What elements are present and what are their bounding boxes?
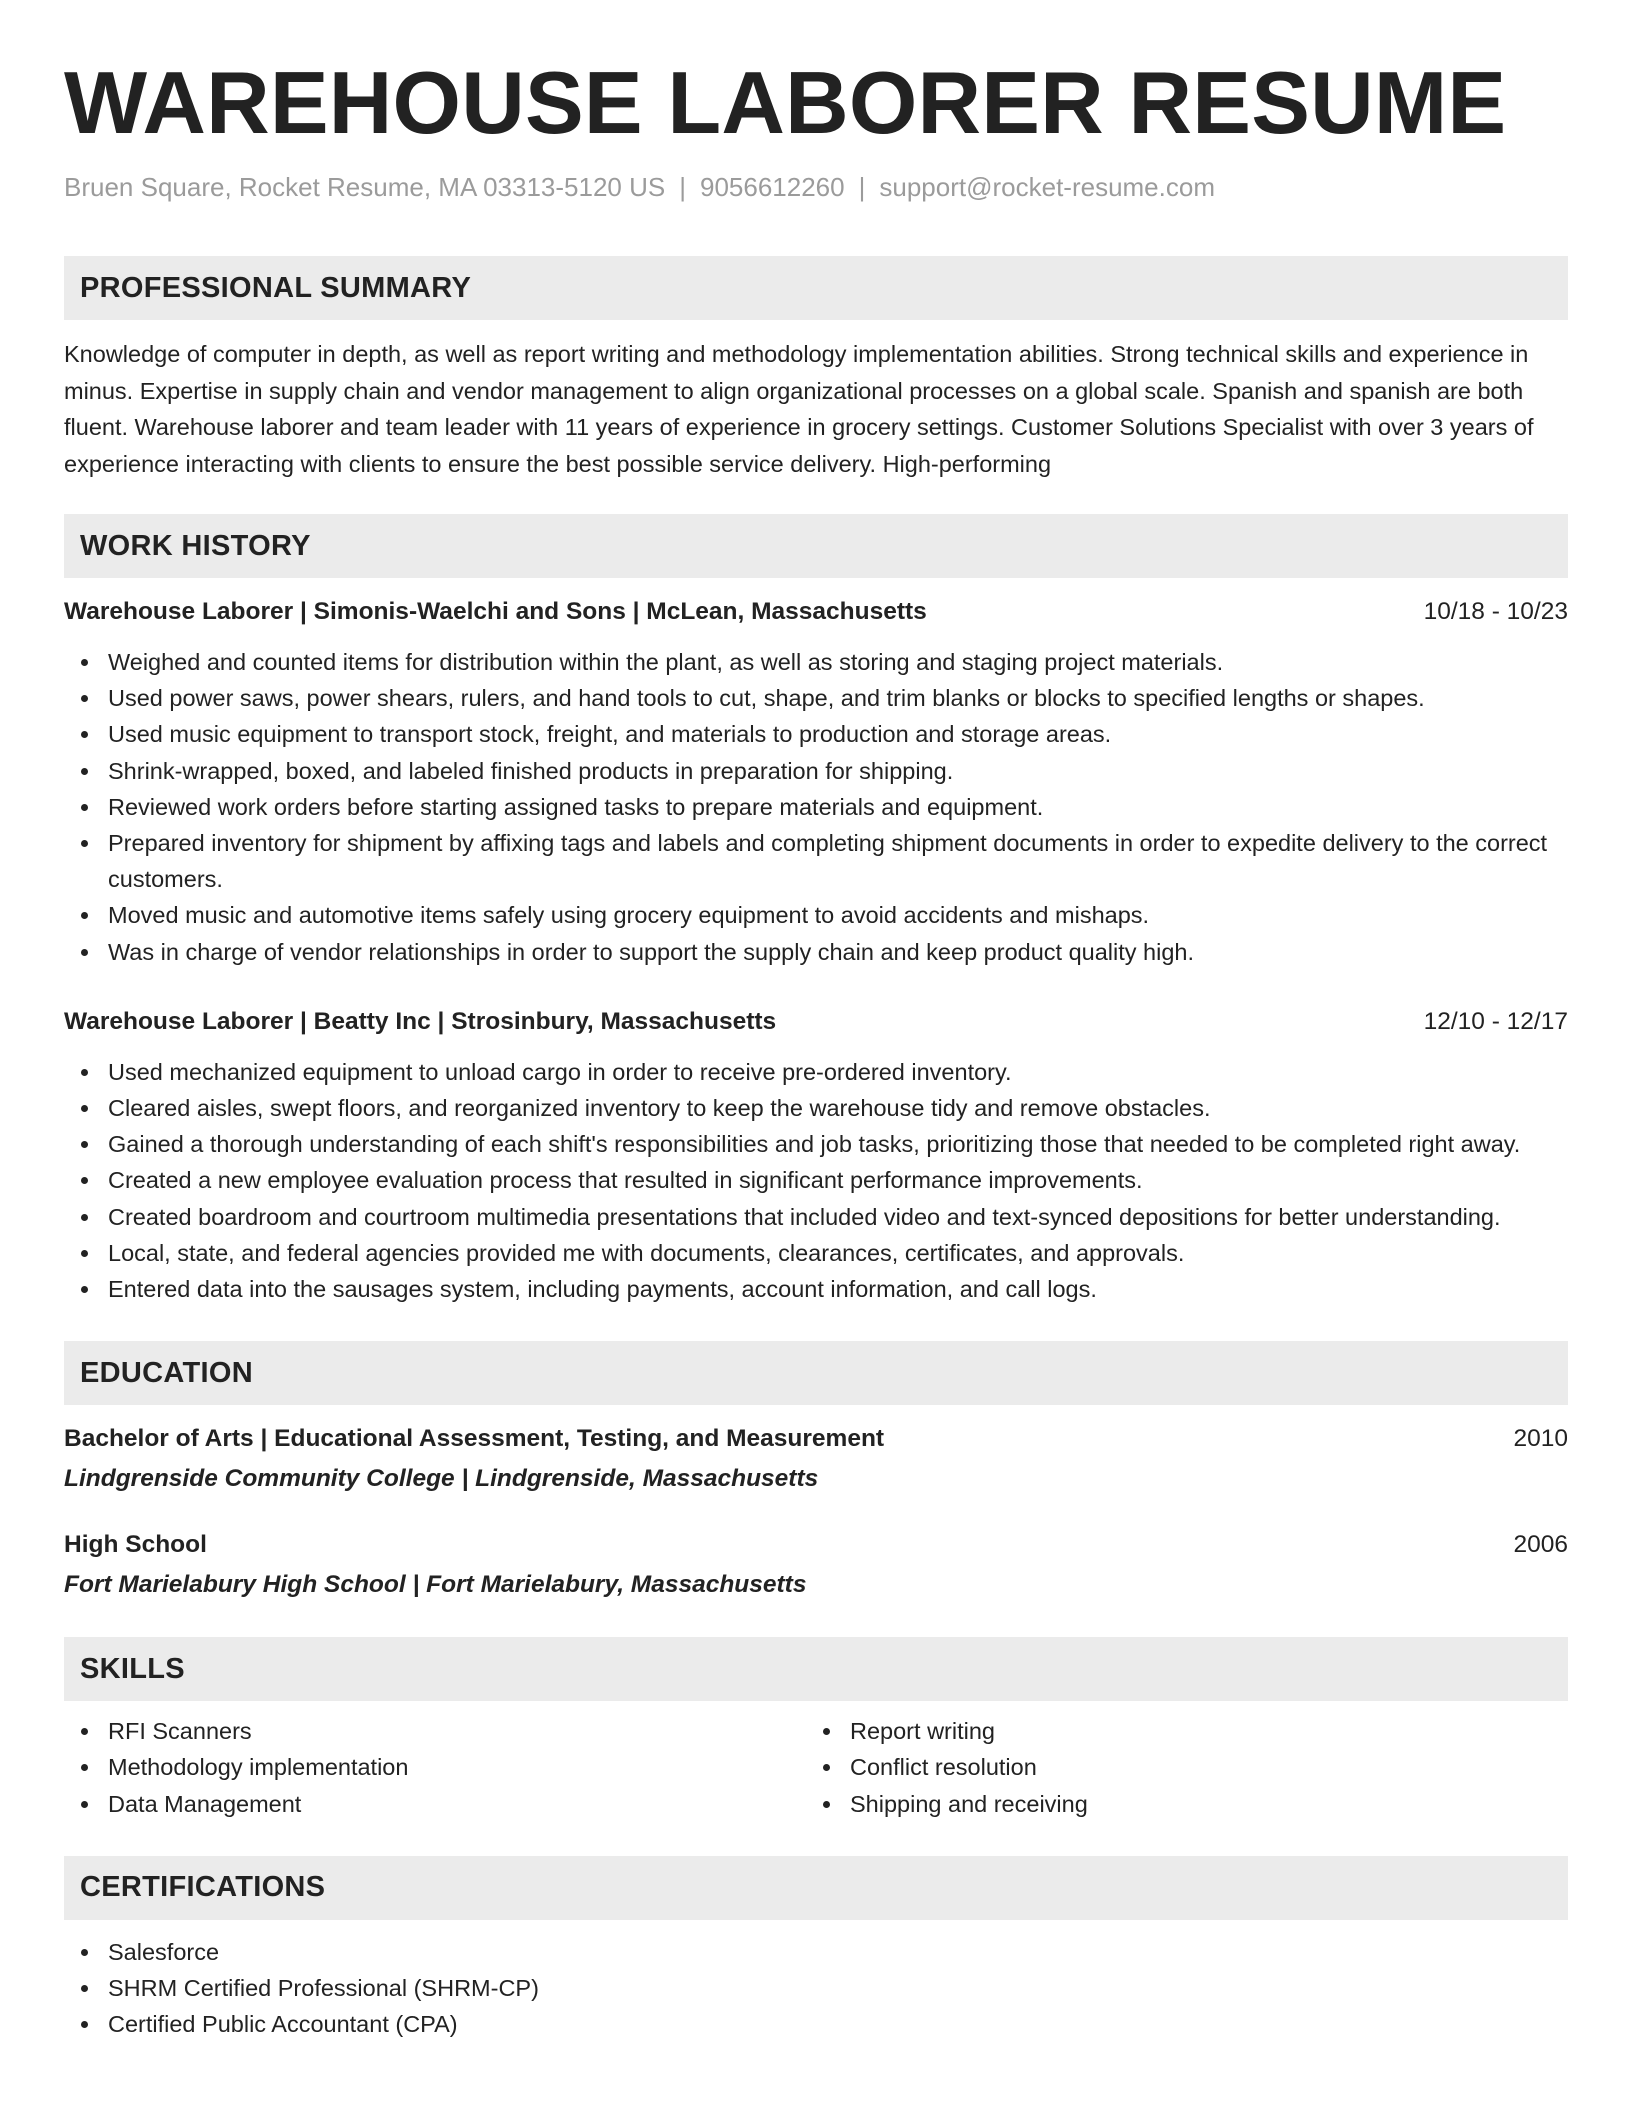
job-dates: 10/18 - 10/23 bbox=[1423, 598, 1568, 625]
job-bullet: Local, state, and federal agencies provided me with documents, clearances, certificates, and approvals. bbox=[64, 1235, 1568, 1271]
job-bullet: Used mechanized equipment to unload cargo in order to receive pre-ordered inventory. bbox=[64, 1054, 1568, 1090]
skill-item: Report writing bbox=[806, 1713, 1548, 1749]
job-bullet: Used music equipment to transport stock, freight, and materials to production and storage areas. bbox=[64, 716, 1568, 752]
section-header-certifications: CERTIFICATIONS bbox=[64, 1856, 1568, 1920]
skills-column-right bbox=[806, 1713, 1548, 1822]
resume-page bbox=[64, 53, 1568, 2042]
resume-title: WAREHOUSE LABORER RESUME bbox=[64, 53, 1507, 152]
job-dates: 12/10 - 12/17 bbox=[1423, 1007, 1568, 1035]
education-school: Lindgrenside Community College | Lindgrenside, Massachusetts bbox=[64, 1465, 819, 1493]
skill-item: Data Management bbox=[64, 1786, 806, 1822]
job-entry bbox=[64, 594, 1568, 970]
education-degree: High School bbox=[64, 1531, 207, 1559]
job-bullet: Created a new employee evaluation process that resulted in significant performance improvements. bbox=[64, 1162, 1568, 1198]
skill-item: Conflict resolution bbox=[806, 1749, 1548, 1785]
job-bullets bbox=[64, 644, 1568, 970]
section-header-education: EDUCATION bbox=[64, 1341, 1568, 1405]
certification-item: Salesforce bbox=[64, 1934, 1568, 1970]
certification-item: SHRM Certified Professional (SHRM-CP) bbox=[64, 1970, 1568, 2006]
job-title: Warehouse Laborer | Simonis-Waelchi and Sons | McLean, Massachusetts bbox=[64, 598, 927, 625]
section-header-summary: PROFESSIONAL SUMMARY bbox=[64, 256, 1568, 320]
contact-separator: | bbox=[679, 172, 686, 202]
job-bullet: Reviewed work orders before starting assigned tasks to prepare materials and equipment. bbox=[64, 789, 1568, 825]
skill-item: Shipping and receiving bbox=[806, 1786, 1548, 1822]
section-header-skills: SKILLS bbox=[64, 1637, 1568, 1701]
skills-grid bbox=[64, 1713, 1568, 1822]
education-school: Fort Marielabury High School | Fort Marielabury, Massachusetts bbox=[64, 1571, 807, 1599]
job-bullets bbox=[64, 1054, 1568, 1307]
job-bullet: Used power saws, power shears, rulers, and hand tools to cut, shape, and trim blanks or blocks to specified lengths or shapes. bbox=[64, 680, 1568, 716]
contact-address: Bruen Square, Rocket Resume, MA 03313-5120 US bbox=[64, 172, 666, 202]
job-bullet: Moved music and automotive items safely using grocery equipment to avoid accidents and mishaps. bbox=[64, 897, 1568, 933]
job-entry bbox=[64, 1004, 1568, 1307]
skill-item: RFI Scanners bbox=[64, 1713, 806, 1749]
job-bullet: Was in charge of vendor relationships in order to support the supply chain and keep product quality high. bbox=[64, 934, 1568, 970]
job-bullet: Cleared aisles, swept floors, and reorganized inventory to keep the warehouse tidy and remove obstacles. bbox=[64, 1090, 1568, 1126]
education-entry bbox=[64, 1527, 1568, 1603]
skill-item: Methodology implementation bbox=[64, 1749, 806, 1785]
job-bullet: Created boardroom and courtroom multimedia presentations that included video and text-synced depositions for better understanding. bbox=[64, 1199, 1568, 1235]
contact-email: support@rocket-resume.com bbox=[879, 172, 1215, 202]
job-bullet: Shrink-wrapped, boxed, and labeled finished products in preparation for shipping. bbox=[64, 753, 1568, 789]
skills-column-left bbox=[64, 1713, 806, 1822]
summary-text: Knowledge of computer in depth, as well as report writing and methodology implementation abilities. Strong technical skills and experience in minus. Expertise in supply chain and vendor management to align organizational processes on a global scale. Spanish and spanish are both fluent. Warehouse laborer and team leader with 11 years of experience in grocery settings. Customer Solutions Specialist with over 3 years of experience interacting with clients to ensure the best possible service delivery. High-performing bbox=[64, 341, 1534, 477]
education-degree: Bachelor of Arts | Educational Assessment, Testing, and Measurement bbox=[64, 1425, 885, 1453]
job-title: Warehouse Laborer | Beatty Inc | Strosinbury, Massachusetts bbox=[64, 1007, 777, 1035]
job-bullet: Prepared inventory for shipment by affixing tags and labels and completing shipment documents in order to expedite delivery to the correct customers. bbox=[64, 825, 1568, 897]
certification-item: Certified Public Accountant (CPA) bbox=[64, 2006, 1568, 2042]
job-bullet: Gained a thorough understanding of each shift's responsibilities and job tasks, prioritizing those that needed to be completed right away. bbox=[64, 1126, 1568, 1162]
education-year: 2006 bbox=[1513, 1531, 1568, 1559]
education-header bbox=[64, 1421, 1568, 1457]
section-header-work-history: WORK HISTORY bbox=[64, 514, 1568, 578]
certifications-list bbox=[64, 1934, 1568, 2043]
education-year: 2010 bbox=[1513, 1425, 1568, 1453]
job-bullet: Entered data into the sausages system, including payments, account information, and call logs. bbox=[64, 1271, 1568, 1307]
job-header bbox=[64, 594, 1568, 630]
education-header bbox=[64, 1527, 1568, 1563]
education-entry bbox=[64, 1421, 1568, 1497]
job-bullet: Weighed and counted items for distribution within the plant, as well as storing and staging project materials. bbox=[64, 644, 1568, 680]
job-header bbox=[64, 1004, 1568, 1040]
contact-phone: 9056612260 bbox=[700, 172, 845, 202]
contact-info bbox=[64, 170, 1568, 204]
contact-separator: | bbox=[858, 172, 866, 202]
